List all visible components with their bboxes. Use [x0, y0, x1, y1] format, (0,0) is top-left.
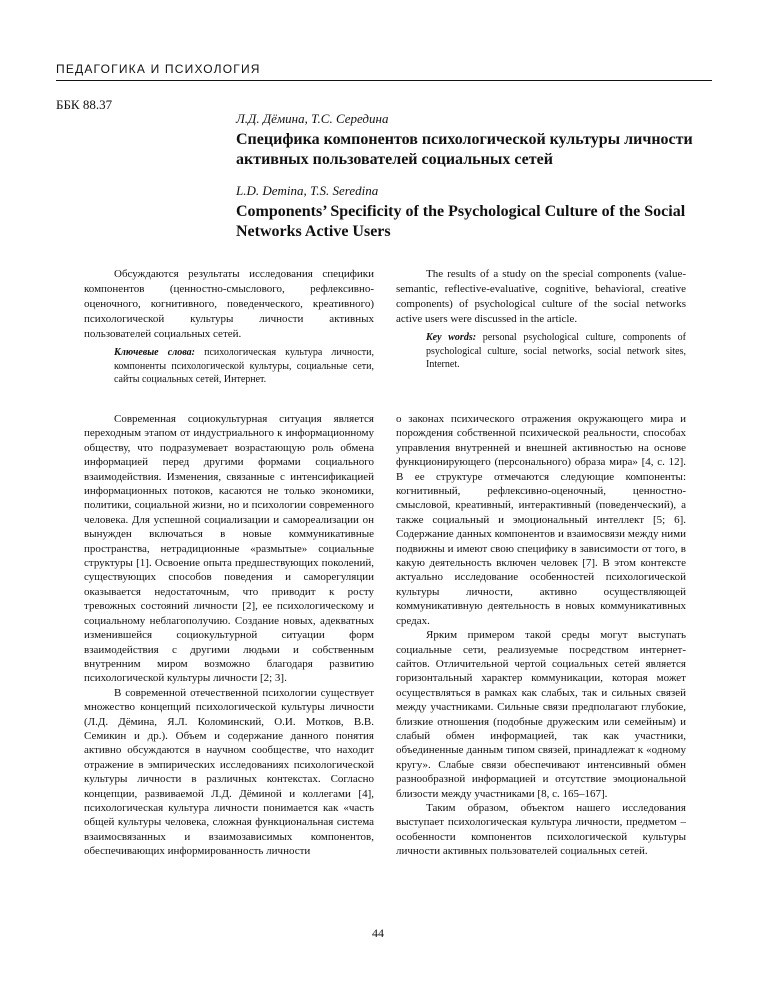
keywords-en — [396, 331, 686, 372]
title-en: Components’ Specificity of the Psychological Culture of the Social Networks Active Users — [236, 203, 686, 240]
bbk-code: ББК 88.37 — [56, 97, 113, 112]
keywords-ru — [84, 346, 374, 387]
page-number: 44 — [372, 926, 384, 940]
abstract-ru — [84, 267, 374, 387]
title-ru: Специфика компонентов психологической культуры личности активных пользователей социальных сетей — [236, 131, 693, 168]
body-paragraph: о законах психического отражения окружающего мира и порождения собственной психической реальности, способах управления внутренней и внешней активностью на основе функционирующего (персонального) образа мира» [4, с. 12]. В ее структуре отмечаются следующие компоненты: когнитивный, рефлексивно-оценочный, ценностно-смысловой, креативный, интерактивный (поведенческий), а также социальный и эмоциональный интеллект [5; 6]. Содержание данных компонентов и взаимосвязи между ними подвижны и имеют свою специфику в зависимости от того, в какую деятельность включен человек [7]. В этом контексте актуально исследование особенностей психологической культуры личности, активно осуществляющей коммуникативную деятельность в новых коммуникативных средах. — [396, 413, 686, 627]
abstract-ru-text: Обсуждаются результаты исследования специфики компонентов (ценностно-смыслового, рефлексивно-оценочного, когнитивного, поведенческого, креативного) психологической культуры личности активных пользователей социальных сетей. — [84, 268, 374, 340]
keywords-en-label: Key words: — [426, 332, 477, 343]
keywords-ru-label: Ключевые слова: — [114, 347, 195, 358]
journal-section-header: ПЕДАГОГИКА И ПСИХОЛОГИЯ — [56, 62, 261, 76]
keywords-ru-text: психологическая культура личности, компоненты психологической культуры, социальные сети, сайты социальных сетей, Интернет. — [114, 347, 374, 385]
authors-ru: Л.Д. Дёмина, Т.С. Середина — [236, 111, 389, 126]
body-paragraph: Ярким примером такой среды могут выступать социальные сети, реализуемые посредством интернет-сайтов. Отличительной чертой социальных сетей является горизонтальный характер коммуникации, которая может осуществляться в рамках как слабых, так и сильных связей между участниками. Сильные связи предполагают глубокие, близкие отношения (подобные дружеским или семейным) и слабый обмен информацией, так как участники, объединенные данным типом связей, принадлежат к «одному кругу». Слабые связи обеспечивают интенсивный обмен разнообразной информацией и отсутствие эмоциональной близости между участниками [8, с. 165–167]. — [396, 629, 686, 800]
body-column-left — [84, 412, 374, 859]
body-paragraph: Таким образом, объектом нашего исследования выступает психологическая культура личности, предметом – особенности компонентов психологической культуры личности активных пользователей социальных сетей. — [396, 801, 686, 858]
abstract-en-text: The results of a study on the special components (value-semantic, reflective-evaluative, cognitive, behavioral, creative components) of psychological culture of the social networks active users were discussed in the article. — [396, 268, 686, 325]
body-column-right — [396, 412, 686, 859]
keywords-en-text: personal psychological culture, components of psychological culture, social networks, social network sites, Internet. — [426, 332, 686, 370]
body-paragraph: В современной отечественной психологии существует множество концепций психологической культуры личности (Л.Д. Дёмина, Я.Л. Коломинский, О.И. Мотков, В.В. Семикин и др.). Объем и содержание данного понятия активно обсуждаются в научном сообществе, что находит отражение в эмпирических исследованиях психологической культуры личности в различных контекстах. Согласно концепции, развиваемой Л.Д. Дёминой и коллегами [4], психологическая культура личности понимается как «часть общей культуры человека, сложная функциональная система взаимосвязанных и взаимозависимых компонентов, обеспечивающих информированность личности — [84, 686, 374, 858]
body-paragraph: Современная социокультурная ситуация является переходным этапом от индустриального к информационному обществу, что подразумевает возрастающую роль обмена информацией перед другими формами социального взаимодействия. Изменения, связанные с интенсификацией информационных потоков, касаются не только экономики, политики, социальной жизни, но и психологии современного человека. Для успешной социализации и самореализации он вынужден включаться в новые коммуникативные пространства, нетрадиционные «размытые» социальные структуры [1]. Освоение опыта предшествующих поколений, существующих способов поведения и саморегуляции оказывается недостаточным, что приводит к росту тревожных состояний личности [2], ее психологическому и социальному неблагополучию. Создание новых, адекватных изменившейся социокультурной ситуации форм взаимодействия с другими людьми и собственным внутренним миром возможно благодаря развитию психологической культуры личности [2; 3]. — [84, 413, 374, 685]
header-rule — [56, 80, 712, 81]
authors-en: L.D. Demina, T.S. Seredina — [236, 183, 379, 198]
abstract-en — [396, 267, 686, 372]
